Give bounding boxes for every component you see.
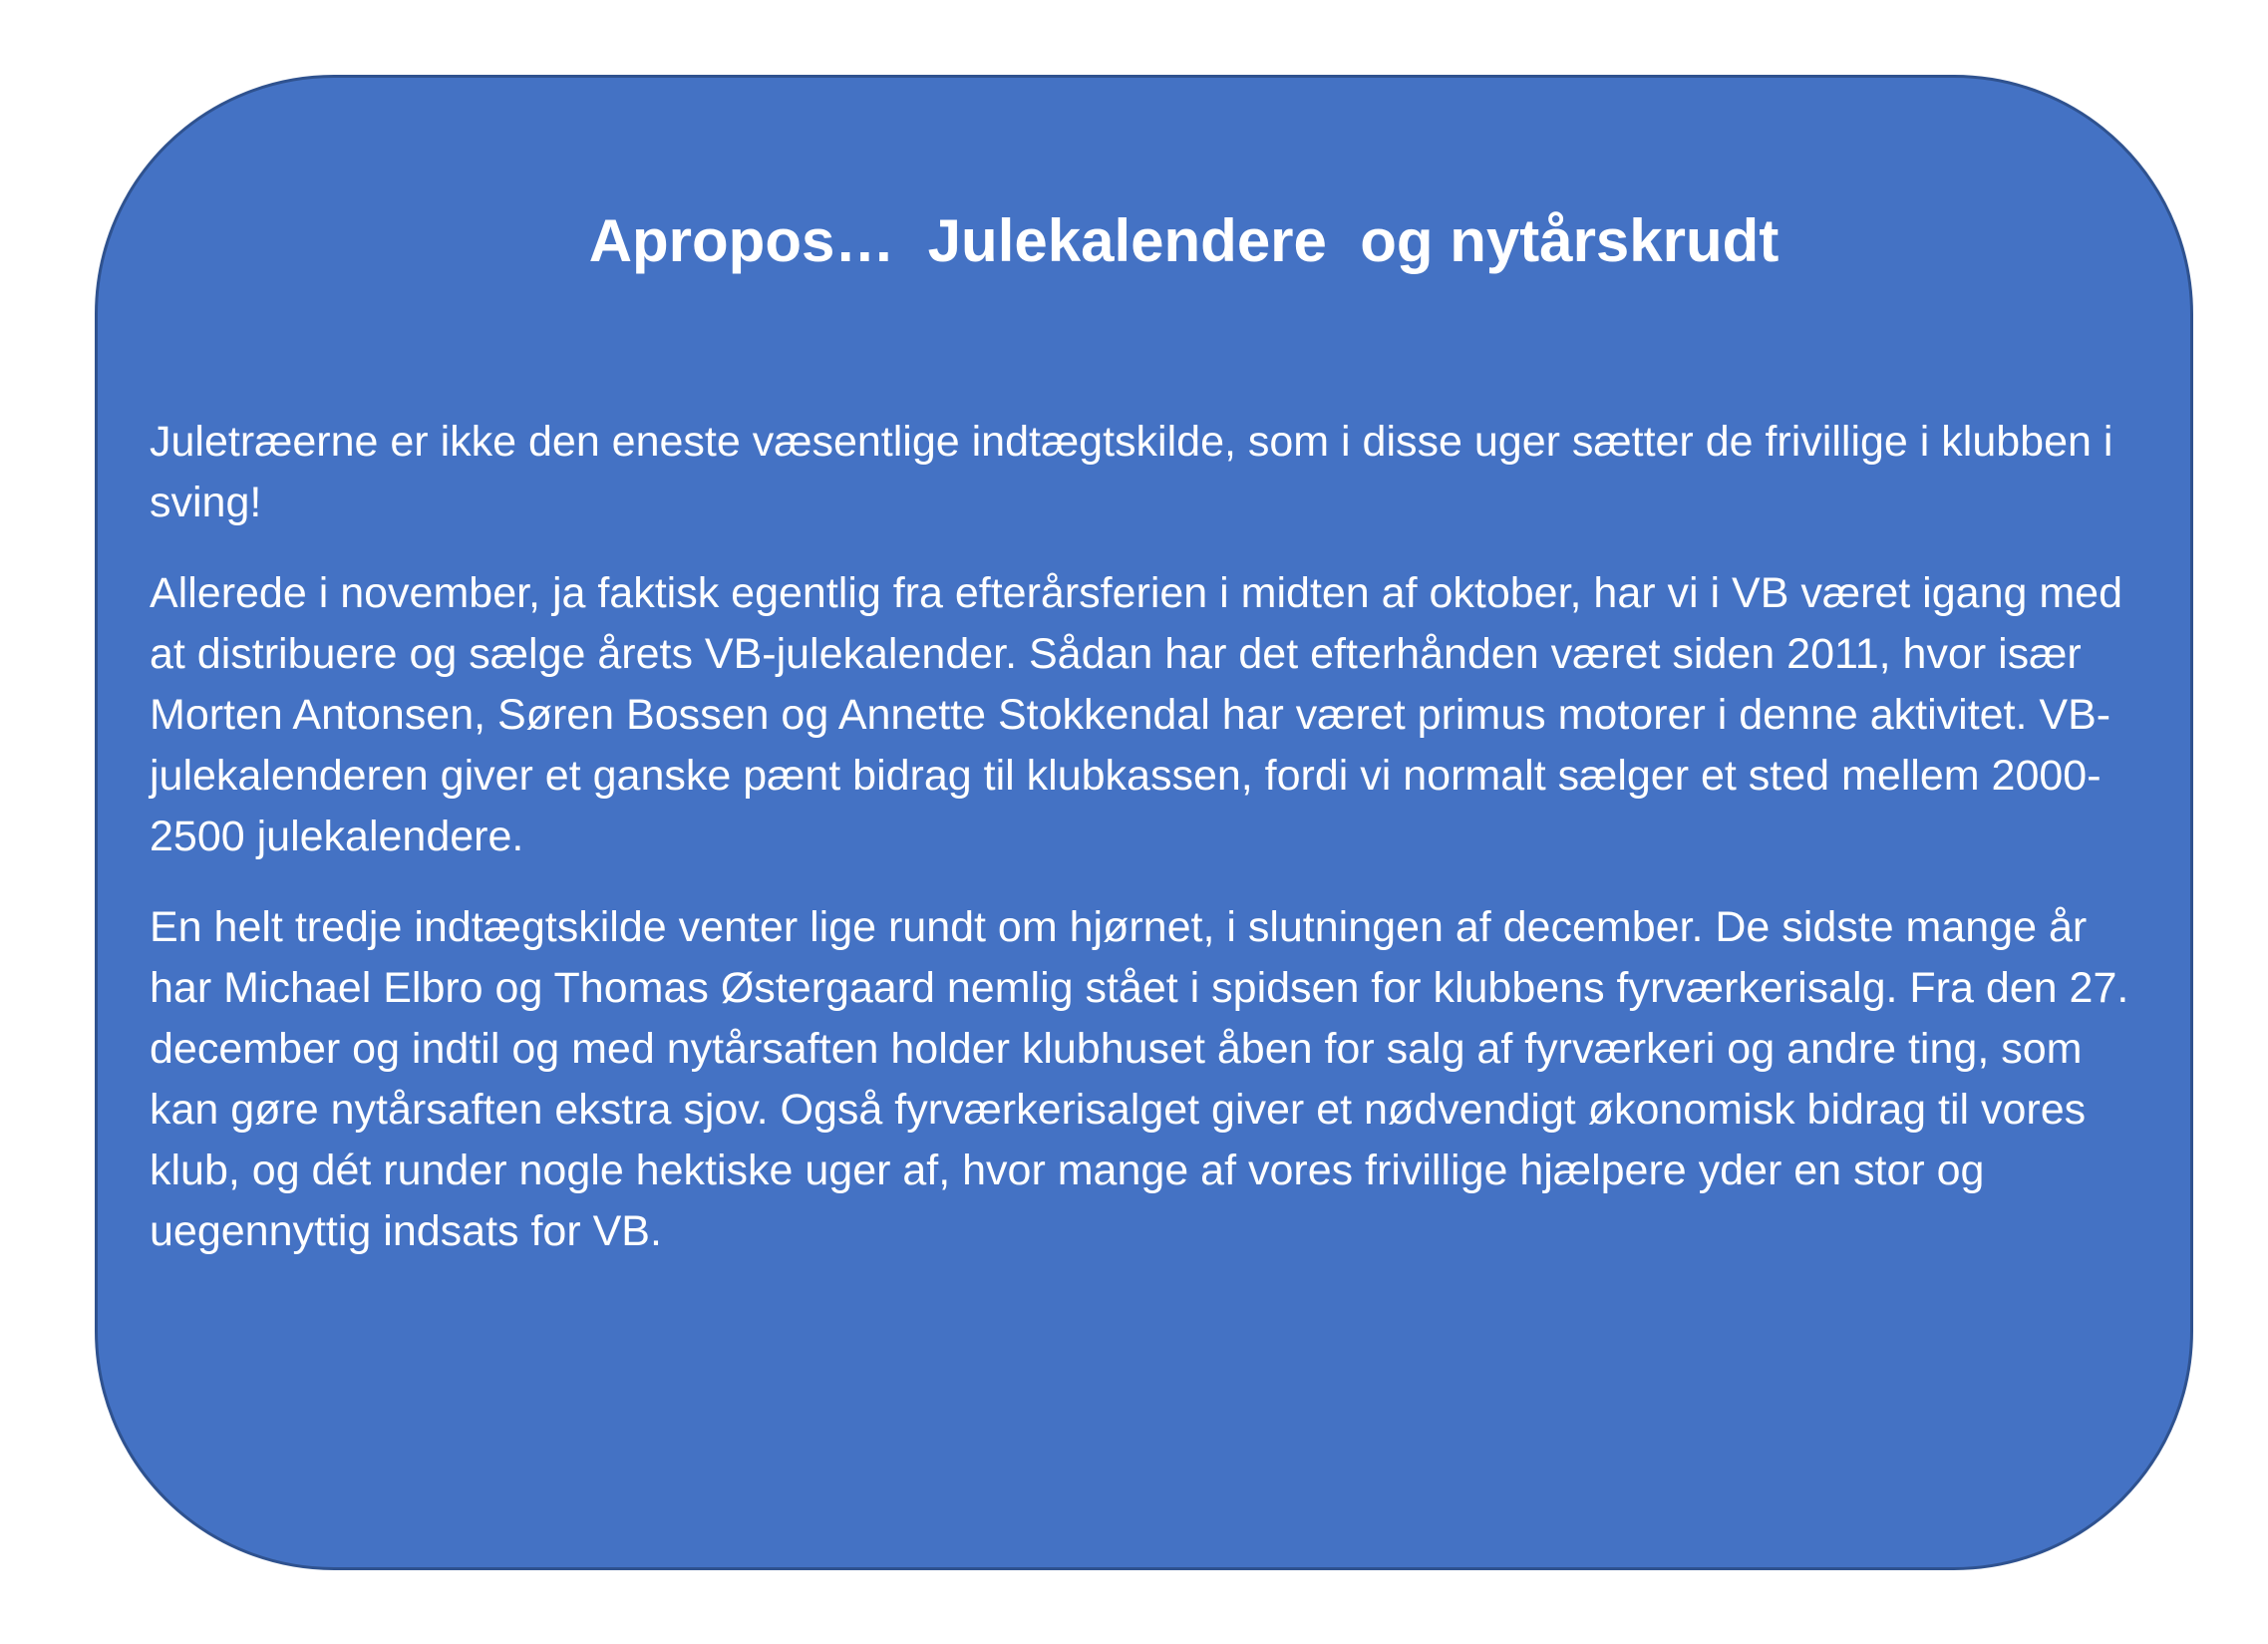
paragraph-fyrvaerkeri: En helt tredje indtægtskilde venter lige rundt om hjørnet, i slutningen af december. De sidste mange år har Michael Elbro og Thomas Østergaard nemlig stået i spidsen for klubbens fyrværkerisalg. Fra den 27. december og indtil og med nytårsaften holder klubhuset åben for salg af fyrværkeri og andre ting, som kan gøre nytårsaften ekstra sjov. Også fyrværkerisalget giver et nødvendigt økonomisk bidrag til vores klub, og dét runder nogle hektiske uger af, hvor mange af vores frivillige hjælpere yder en stor og uegennyttig indsats for VB. bbox=[150, 903, 2129, 1255]
paragraph-julekalender: Allerede i november, ja faktisk egentlig fra efterårsferien i midten af oktober, har vi i VB været igang med at distribuere og sælge årets VB-julekalender. Sådan har det efterhånden været siden 2011, hvor især Morten Antonsen, Søren Bossen og Annette Stokkendal har været primus motorer i denne aktivitet. VB-julekalenderen giver et ganske pænt bidrag til klubkassen, fordi vi normalt sælger et sted mellem 2000-2500 julekalendere. bbox=[150, 569, 2122, 860]
paragraph-intro: Juletræerne er ikke den eneste væsentlige indtægtskilde, som i disse uger sætter de frivillige i klubben i sving! bbox=[150, 418, 2113, 526]
article-title: Apropos… Julekalendere og nytårskrudt bbox=[588, 207, 1780, 274]
article-card bbox=[95, 75, 2193, 1570]
article-body bbox=[150, 412, 2153, 1292]
